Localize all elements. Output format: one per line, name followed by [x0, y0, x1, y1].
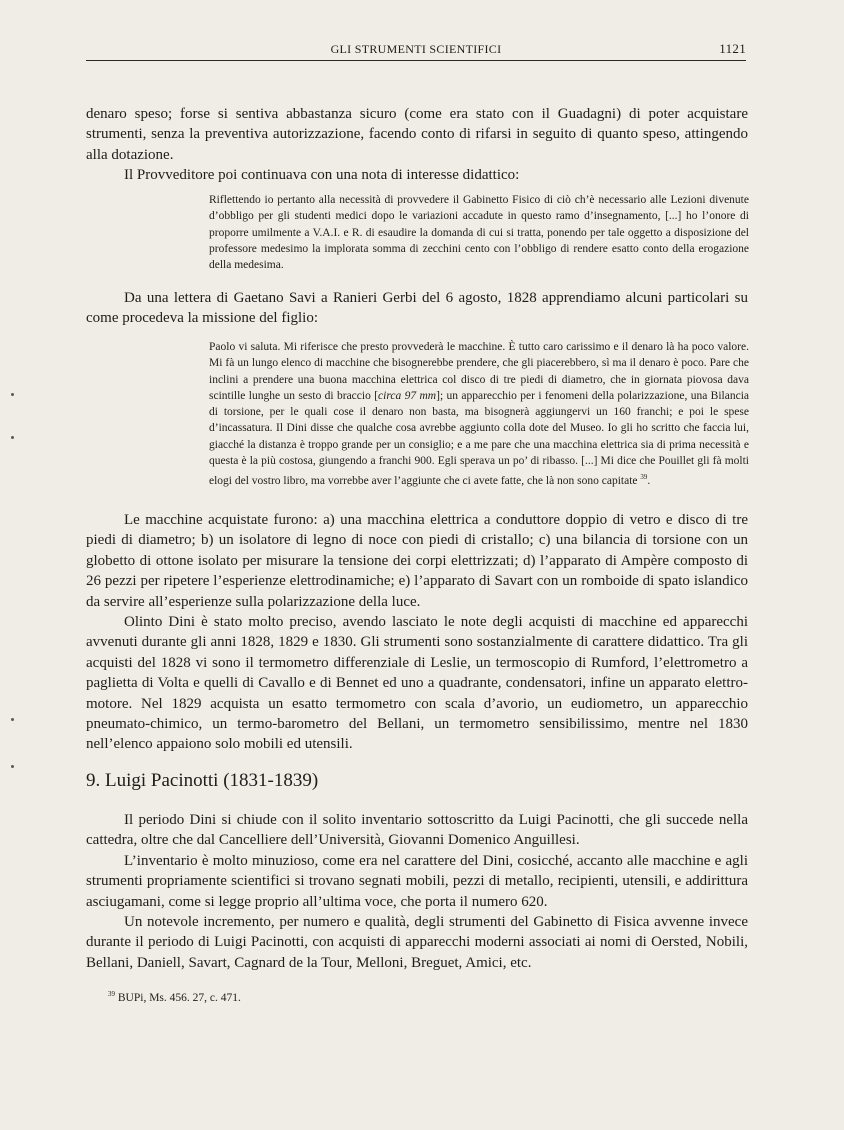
section-heading: 9. Luigi Pacinotti (1831-1839)	[86, 770, 319, 791]
quote-segment: Paolo vi saluta. Mi riferisce che presto provvederà le macchine. È tutto caro carissimo e il denaro là ha poco valore. Mi fà un lungo elenco di macchine che bisognerebbe prendere, che gli piacerebbero, sì ma il denaro è poco. Pare che inclini a prendere una buona macchina elettrica col disco di tre piedi di diametro, che in giornata piovosa dava scintille lunghe un sesto di braccio [	[209, 341, 749, 402]
page-number: 1121	[719, 41, 746, 56]
paragraph-inventory-signing: Il periodo Dini si chiude con il solito inventario sottoscritto da Luigi Pacinotti, che gli succede nella cattedra, oltre che dal Cancelliere dell’Università, Giovanni Domenico Anguillesi.	[86, 812, 748, 849]
savi-letter-intro-block	[86, 288, 748, 329]
footnote-reference[interactable]: 39	[640, 473, 648, 482]
paragraph-continuation: denaro speso; forse si sentiva abbastanza sicuro (come era stato con il Guadagni) di poter acquistare strumenti, senza la preventiva autorizzazione, facendo conto di rifarsi in seguito di quanto speso, attingendo alla dotazione.	[86, 106, 748, 163]
opening-text-block	[86, 104, 748, 186]
margin-mark	[11, 718, 14, 721]
margin-mark	[11, 393, 14, 396]
quote-emphasis: circa 97 mm	[378, 389, 437, 402]
footnote-text: BUPi, Ms. 456. 27, c. 471.	[115, 991, 241, 1004]
margin-mark	[11, 765, 14, 768]
block-quote-provveditore	[209, 192, 749, 273]
running-title: GLI STRUMENTI SCIENTIFICI	[330, 42, 502, 56]
quote-text	[209, 339, 749, 490]
footnote	[108, 990, 241, 1004]
quote-segment: .	[647, 475, 651, 488]
running-header	[86, 40, 746, 61]
quote-segment: ]; un apparecchio per i fenomeni della polarizzazione, una Bilancia di torsione, per le quali cose il denaro non basta, ma bisognerà aggiungervi un 160 franchi; e poi le spese d’incassatura. Il Dini disse che qualche cosa avrebbe aggiunto colla dote del Museo. Io gli ho scritto che faccia lui, giacché la distanza è troppo grande per un consiglio; e a me pare che una macchina elettrica sia di prima necessità e questa è la più costosa, giungendo a franchi 900. Egli sperava un po’ di ribasso. [...] Mi dice che Pouillet gli fà molti elogi del vostro libro, ma vorrebbe aver l’aggiunte che ci avete fatte, che là non sono capitate	[209, 389, 749, 488]
pacinotti-text-block	[86, 810, 748, 973]
quote-text: Riflettendo io pertanto alla necessità di provvedere il Gabinetto Fisico di ciò ch’è necessario alle Lezioni divenute d’obbligo per gli studenti medici dopo le variazioni accadute in questo ramo d’insegnamento, [...] ho l’onore di proporre umilmente a V.A.I. e R. di esaudire la domanda di cui si tratta, ponendo per tale oggetto a disposizione del professore medesimo la implorata somma di zecchini cento con l’obbligo di rendere esatto conto della erogazione della medesima.	[209, 194, 749, 272]
paragraph-savi-letter: Da una lettera di Gaetano Savi a Ranieri Gerbi del 6 agosto, 1828 apprendiamo alcuni particolari su come procedeva la missione del figlio:	[86, 290, 748, 327]
paragraph-inventory-details: L’inventario è molto minuzioso, come era nel carattere del Dini, cosicché, accanto alle macchine e agli strumenti propriamente scientifici si trovano segnati mobili, pezzi di metallo, recipienti, utensili, e addirittura asciugamani, come si legge proprio all’ultima voce, che porta il numero 620.	[86, 852, 748, 910]
block-quote-savi-letter	[209, 339, 749, 490]
footnote-number: 39	[108, 990, 115, 998]
margin-mark	[11, 436, 14, 439]
machines-text-block	[86, 510, 748, 755]
paragraph-provveditore: Il Provveditore poi continuava con una nota di interesse didattico:	[124, 167, 520, 184]
paragraph-dini-notes: Olinto Dini è stato molto preciso, avendo lasciato le note degli acquisti di macchine ed apparecchi avvenuti durante gli anni 1828, 1829 e 1830. Gli strumenti sono sostanzialmente di carattere didattico. Tra gli acquisti del 1828 vi sono il termometro differenziale di Leslie, un termoscopio di Rumford, l’elettrometro a paglietta di Volta e quelli di Cavallo e di Bennet ed uno a quadrante, condensatori, infine un apparato elettro-motore. Nel 1829 acquista un esatto termometro con scala d’avorio, un eudiometro, un apparecchio pneumato-chimico, un termo-barometro del Bellani, un termometro sensibilissimo, mentre nel 1830 nell’elenco appaiono solo mobili ed utensili.	[86, 614, 748, 753]
paragraph-machines: Le macchine acquistate furono: a) una macchina elettrica a conduttore doppio di vetro e disco di tre piedi di diametro; b) un isolatore di legno di noce con piedi di cristallo; c) una bilancia di torsione con un globetto di ottone isolato per misurare la tensione dei corpi elettrizzati; d) l’apparato di Ampère composto di 26 pezzi per ripetere l’esperienze elettrodinamiche; e) l’apparato di Savart con un romboide di spato islandico da servire all’esperienze sulla polarizzazione della luce.	[86, 512, 748, 610]
paragraph-increment: Un notevole incremento, per numero e qualità, degli strumenti del Gabinetto di Fisica avvenne invece durante il periodo di Luigi Pacinotti, con acquisti di apparecchi moderni associati ai nomi di Oersted, Nobili, Bellani, Daniell, Savart, Cagnard de la Tour, Melloni, Breguet, Amici, etc.	[86, 914, 748, 971]
